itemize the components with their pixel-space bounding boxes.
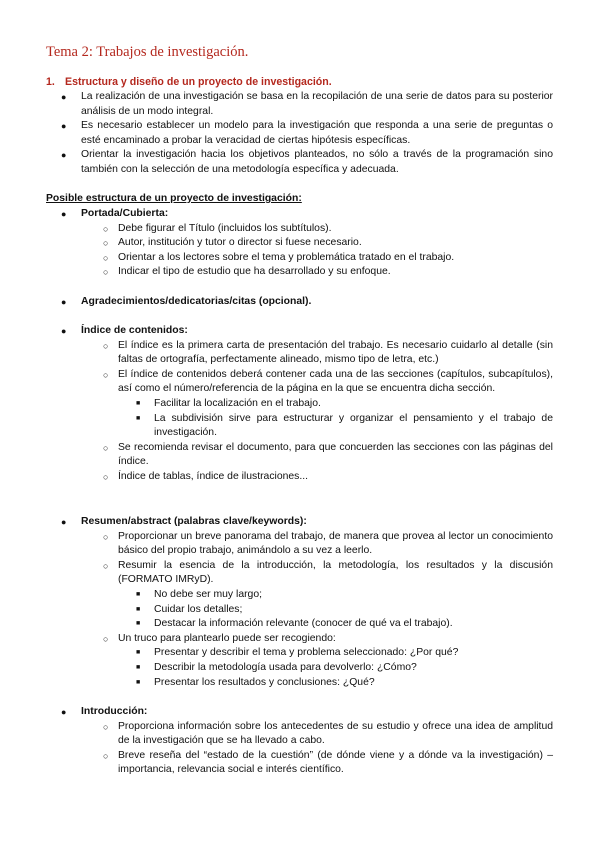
list-item: ○ Resumir la esencia de la introducción, la metodología, los resultados y la discusión (FORMATO IMRyD). [103, 559, 553, 586]
list-item: ○ Se recomienda revisar el documento, para que concuerden las secciones con las páginas del índice. [103, 441, 553, 468]
list-item: ○ Proporciona información sobre los antecedentes de su estudio y ofrece una idea de amplitud de la investigación que se ha llevado a cabo. [103, 720, 553, 747]
introduccion-block [0, 705, 600, 778]
list-item: ○ Orientar a los lectores sobre el tema y problemática tratado en el trabajo. [103, 251, 455, 263]
list-item: ● Índice de contenidos: [61, 325, 188, 336]
portada-block [0, 207, 600, 280]
section-number: 1. [46, 76, 55, 88]
page-title: Tema 2: Trabajos de investigación. [46, 44, 249, 60]
list-item: ■ Describir la metodología usada para devolverlo: ¿Cómo? [136, 661, 417, 673]
list-item: ● Introducción: [61, 706, 148, 717]
list-item: ■ Facilitar la localización en el trabajo. [136, 397, 321, 409]
list-item: ■ Presentar y describir el tema y problema seleccionado: ¿Por qué? [136, 647, 459, 659]
list-item: ○ Un truco para plantearlo puede ser recogiendo: [103, 632, 336, 644]
section-1-bullets [0, 90, 600, 178]
list-item: ■ Cuidar los detalles; [136, 603, 243, 615]
list-item: ○ Índice de tablas, índice de ilustraciones... [103, 470, 309, 482]
list-item: ○ El índice de contenidos deberá contener cada una de las secciones (capítulos, subcapítulos), así como el número/referencia de la página en la que se encuentra dicha sección. [103, 368, 553, 395]
list-item: ■ Presentar los resultados y conclusiones: ¿Qué? [136, 676, 375, 688]
list-item: ■ La subdivisión sirve para estructurar y organizar el pensamiento y el trabajo de investigación. [136, 412, 553, 439]
list-item: ● Es necesario establecer un modelo para la investigación que responda a una serie de preguntas o esté encaminado a probar la veracidad de ciertas hipótesis específicas. [61, 120, 553, 146]
list-item: ■ Destacar la información relevante (conocer de qué va el trabajo). [136, 618, 453, 630]
list-item: ○ Indicar el tipo de estudio que ha desarrollado y su enfoque. [103, 266, 391, 278]
list-item: ○ Breve reseña del “estado de la cuestión” (de dónde viene y a dónde va la investigación) –importancia, relevancia social e interés científico. [103, 749, 553, 776]
section-1-heading [46, 76, 332, 88]
agradecimientos-block [0, 295, 600, 310]
resumen-block [0, 515, 600, 690]
list-item: ■ No debe ser muy largo; [136, 588, 263, 600]
list-item: ○ El índice es la primera carta de presentación del trabajo. Es necesario cuidarlo al detalle (sin faltas de ortografía, perfectamente alineado, mismo tipo de letra, etc.) [103, 339, 553, 366]
list-item: ● Portada/Cubierta: [61, 208, 169, 219]
list-item: ● Agradecimientos/dedicatorias/citas (opcional). [61, 296, 312, 307]
section-heading-text: Estructura y diseño de un proyecto de investigación. [65, 76, 332, 88]
list-item: ● La realización de una investigación se basa en la recopilación de una serie de datos para su posterior análisis de un modo integral. [61, 91, 553, 117]
list-item: ○ Proporcionar un breve panorama del trabajo, de manera que provea al lector un conocimiento básico del propio trabajo, animándolo a su vez a leerlo. [103, 530, 553, 557]
list-item: ● Resumen/abstract (palabras clave/keywords): [61, 516, 307, 527]
list-item: ○ Autor, institución y tutor o director si fuese necesario. [103, 237, 362, 249]
structure-heading: Posible estructura de un proyecto de investigación: [46, 193, 302, 204]
list-item: ○ Debe figurar el Título (incluidos los subtítulos). [103, 222, 332, 234]
indice-block [0, 324, 600, 485]
list-item: ● Orientar la investigación hacia los objetivos planteados, no sólo a través de la programación sino también con la selección de una metodología específica y adecuada. [61, 149, 553, 175]
